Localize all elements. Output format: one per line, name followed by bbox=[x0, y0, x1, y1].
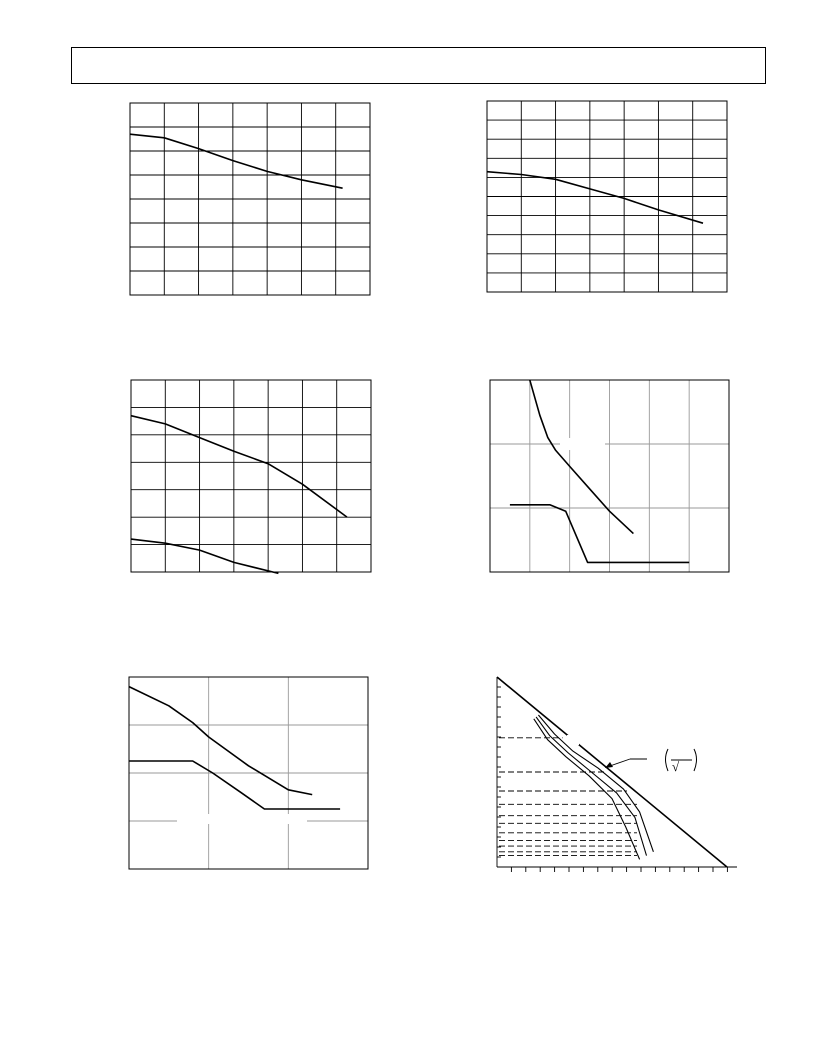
chart-5 bbox=[129, 677, 368, 869]
label-gap bbox=[560, 438, 605, 450]
chart-6 bbox=[497, 677, 737, 873]
grid bbox=[487, 101, 727, 292]
chart-2 bbox=[487, 101, 727, 292]
series-line-1 bbox=[530, 380, 634, 534]
annotation-paren-left bbox=[666, 749, 669, 771]
annotation-arrow bbox=[605, 762, 613, 768]
chart-4 bbox=[490, 380, 729, 572]
label-gap bbox=[177, 814, 307, 824]
series-line-2 bbox=[510, 505, 689, 563]
annotation-paren-right bbox=[694, 749, 697, 771]
grid bbox=[490, 380, 729, 572]
series-line-1 bbox=[131, 416, 347, 517]
page-header-box bbox=[71, 47, 766, 84]
annotation-sqrt-symbol: √ bbox=[672, 759, 680, 774]
series-line-1 bbox=[130, 134, 343, 188]
series-line-2 bbox=[129, 761, 340, 809]
chart-1 bbox=[130, 103, 370, 295]
grid bbox=[130, 103, 370, 295]
grid bbox=[129, 677, 368, 869]
chart-3 bbox=[131, 380, 371, 572]
limit-line-gap bbox=[567, 735, 579, 745]
